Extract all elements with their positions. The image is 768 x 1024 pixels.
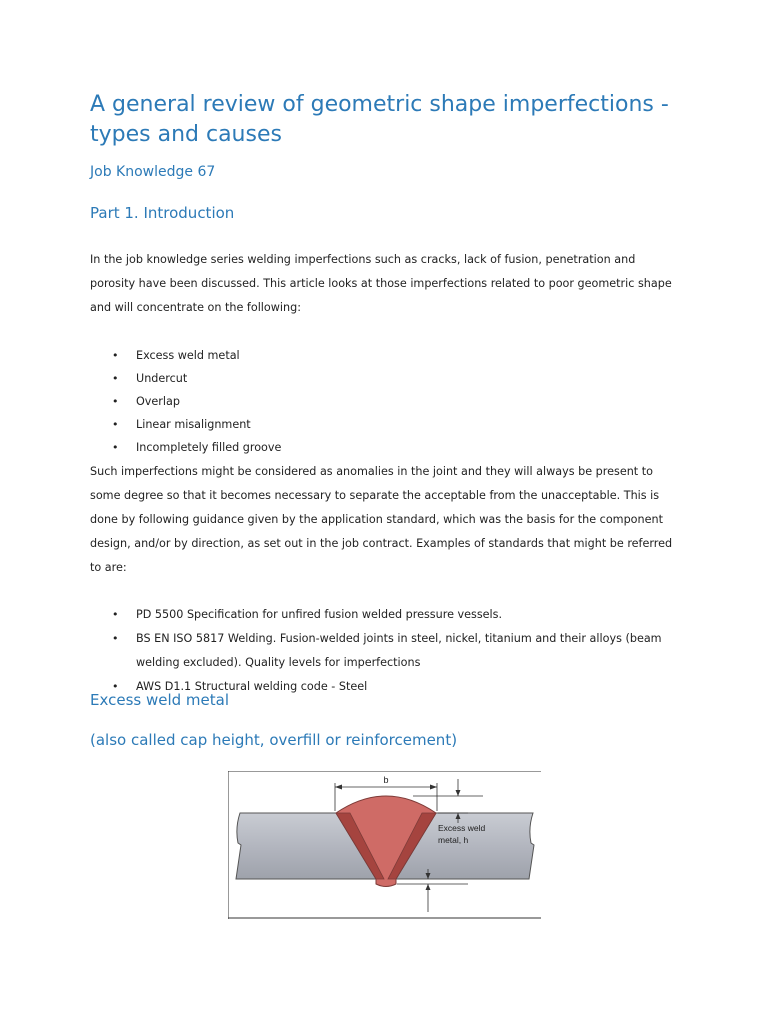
width-label: b [383,775,389,785]
list-item [90,390,281,413]
series-label: Job Knowledge 67 [90,164,216,180]
list-item-text: Linear misalignment [136,418,251,431]
list-item [90,344,281,367]
standards-list [90,603,690,699]
list-item-text: Excess weld metal [136,349,240,362]
list-item [90,436,281,459]
list-item-text: AWS D1.1 Structural welding code - Steel [136,680,368,693]
bullet-icon: • [112,441,119,454]
imperfections-list [90,344,281,459]
intro-paragraph: In the job knowledge series welding imperfections such as cracks, lack of fusion, penetration and porosity have been discussed. This article looks at those imperfections related to poor geometric shape and will concentrate on the following: [90,253,672,314]
excess-label-line1: Excess weld [438,823,486,833]
list-item-text: BS EN ISO 5817 Welding. Fusion-welded joints in steel, nickel, titanium and their alloys (beam welding excluded). Quality levels for imperfections [136,632,662,669]
width-arrow-left-icon [335,785,342,790]
list-item [90,627,690,675]
article-title: A general review of geometric shape imperfections - types and causes [90,92,669,147]
list-item [90,367,281,390]
excess-weld-diagram [228,771,541,919]
bullet-icon: • [112,608,119,621]
excess-label-line2: metal, h [438,835,469,845]
standards-intro-paragraph: Such imperfections might be considered as anomalies in the joint and they will always be present to some degree so that it becomes necessary to separate the acceptable from the unacceptable. This is done by following guidance given by the application standard, which was the basis for the component design, and/or by direction, as set out in the job contract. Examples of standards that might be referred to are: [90,465,673,574]
part-heading: Part 1. Introduction [90,204,235,222]
list-item [90,603,690,627]
list-item-text: PD 5500 Specification for unfired fusion welded pressure vessels. [136,608,503,621]
root-arrow-up-icon [426,884,431,890]
list-item-text: Incompletely filled groove [136,441,282,454]
bullet-icon: • [112,395,119,408]
bullet-icon: • [112,418,119,431]
list-item-text: Undercut [136,372,188,385]
excess-weld-heading: Excess weld metal [90,691,229,709]
bullet-icon: • [112,349,119,362]
bullet-icon: • [112,680,119,693]
bullet-icon: • [112,632,119,645]
width-arrow-right-icon [430,785,437,790]
list-item [90,413,281,436]
excess-weld-subheading: (also called cap height, overfill or reinforcement) [90,731,458,749]
height-arrow-down-icon [456,790,461,796]
list-item-text: Overlap [136,395,180,408]
bullet-icon: • [112,372,119,385]
